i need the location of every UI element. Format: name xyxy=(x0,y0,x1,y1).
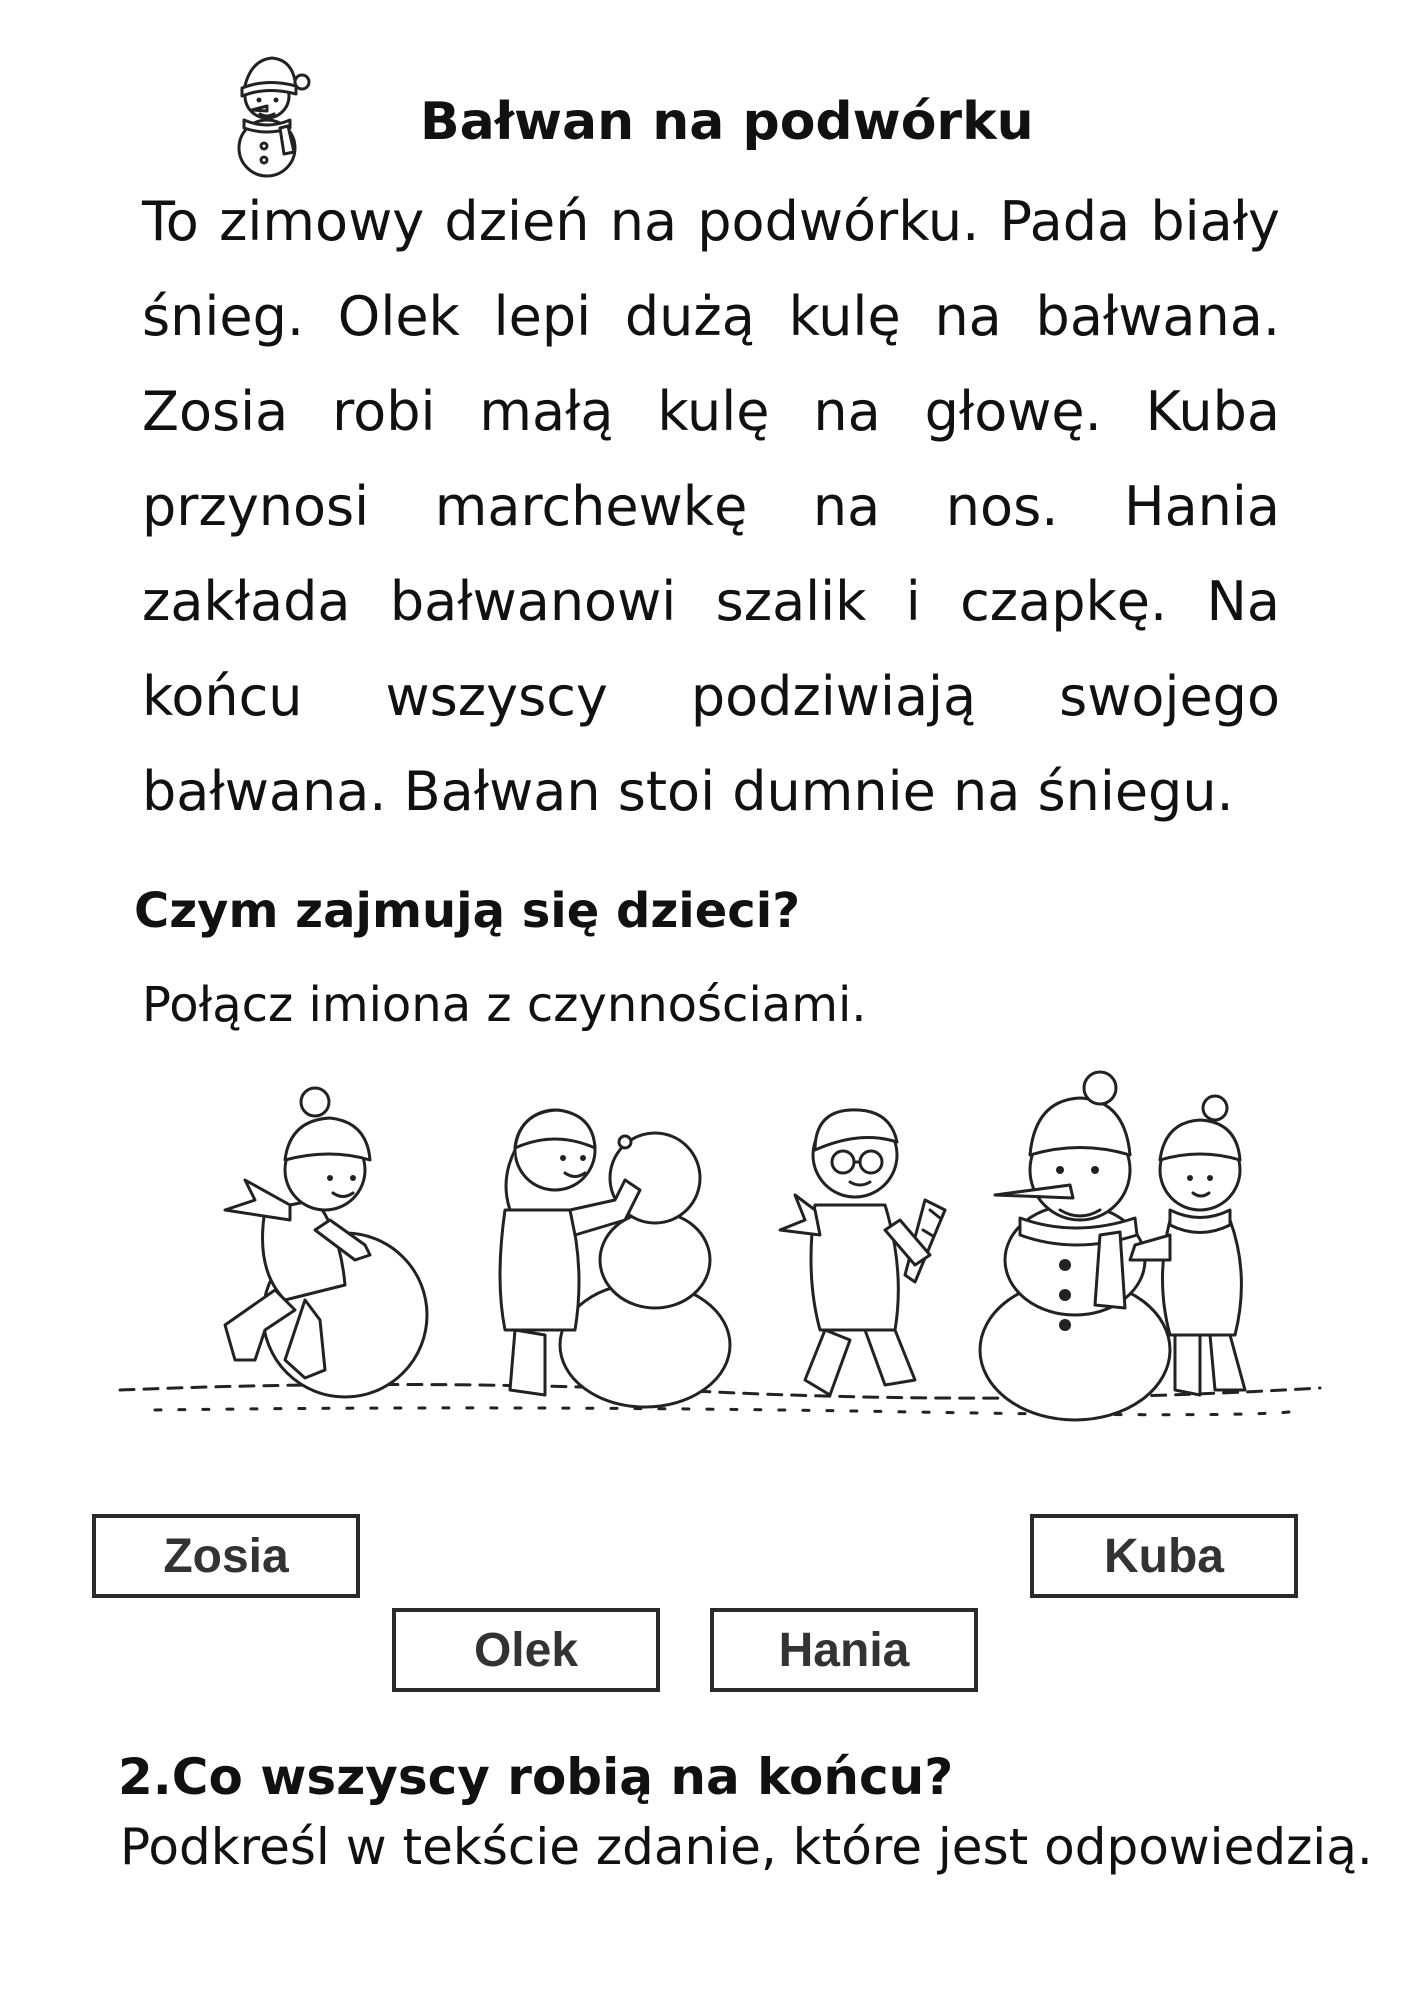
child-rolling-ball xyxy=(225,1088,427,1397)
children-building-snowman-illustration xyxy=(115,1060,1325,1440)
task2-question: 2.Co wszyscy robią na końcu? xyxy=(118,1748,954,1806)
name-box-kuba[interactable]: Kuba xyxy=(1030,1514,1298,1598)
story-text: To zimowy dzień na podwórku. Pada biały śnieg. Olek lepi dużą kulę na bałwana. Zosia robi małą kulę na głowę. Kuba przynosi marchewkę na nos. Hania zakłada bałwanowi szalik i czapkę. Na końcu wszyscy podziwiają swojego bałwana. Bałwan stoi dumnie na śniegu. xyxy=(142,190,1280,823)
task1-instruction: Połącz imiona z czynnościami. xyxy=(142,977,867,1033)
child-with-carrot xyxy=(780,1110,945,1395)
task2-instruction: Podkreśl w tekście zdanie, które jest odpowiedzią. xyxy=(120,1818,1373,1876)
task1-question: Czym zajmują się dzieci? xyxy=(134,883,801,939)
snowman-icon xyxy=(222,38,322,178)
worksheet-title: Bałwan na podwórku xyxy=(420,92,1034,152)
name-box-hania[interactable]: Hania xyxy=(710,1608,978,1692)
name-box-zosia[interactable]: Zosia xyxy=(92,1514,360,1598)
name-box-olek[interactable]: Olek xyxy=(392,1608,660,1692)
child-placing-head xyxy=(500,1110,730,1407)
